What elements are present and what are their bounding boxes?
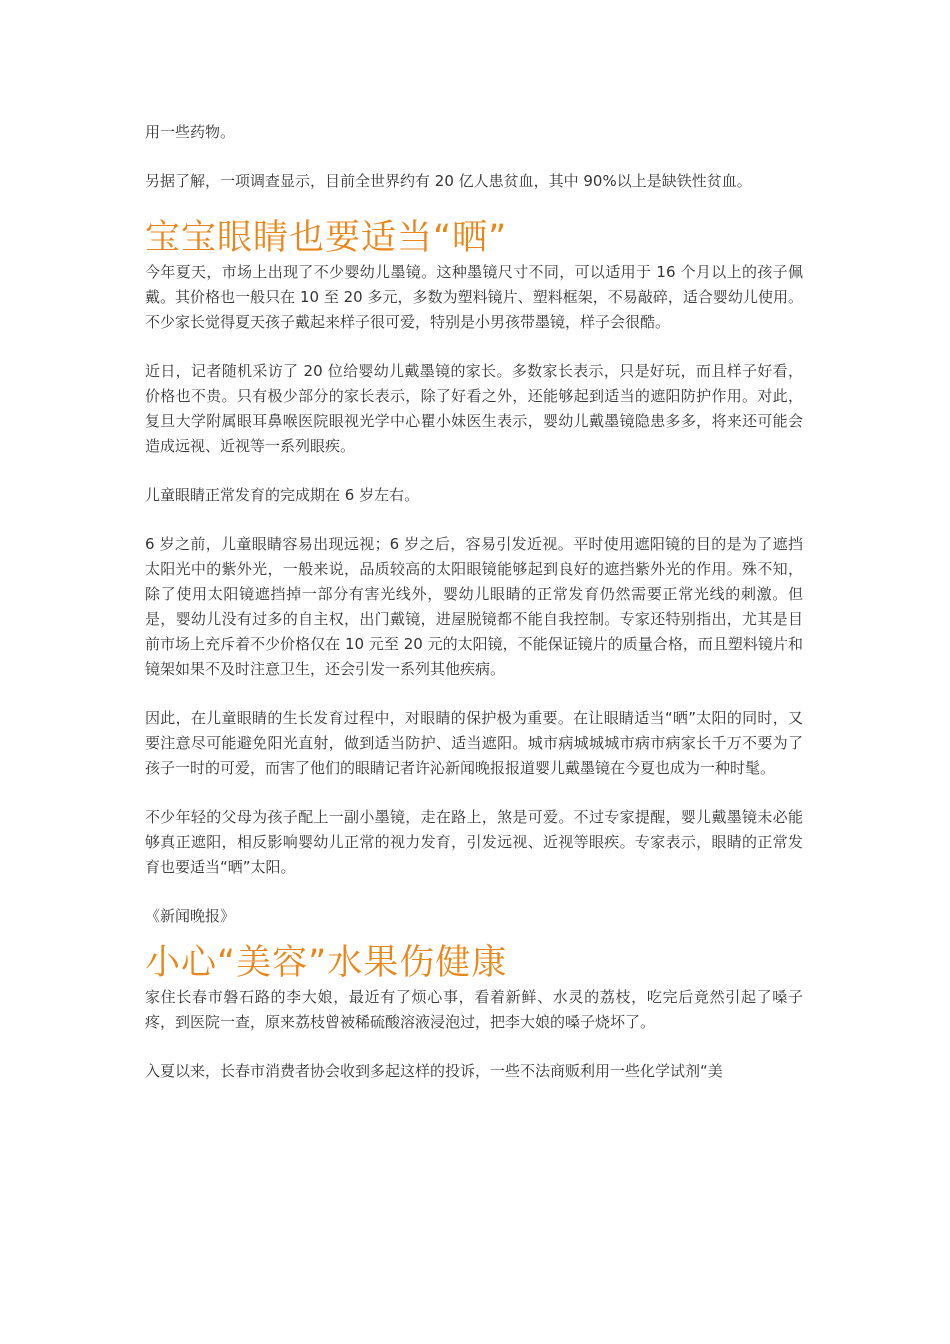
- article-1-paragraph-4: 6 岁之前，儿童眼睛容易出现远视；6 岁之后，容易引发近视。平时使用遮阳镜的目的是为了遮挡太阳光中的紫外光，一般来说，品质较高的太阳眼镜能够起到良好的遮挡紫外光的作用。殊不知，除了使用太阳镜遮挡掉一部分有害光线外，婴幼儿眼睛的正常发育仍然需要正常光线的刺激。但是，婴幼儿没有过多的自主权，出门戴镜，进屋脱镜都不能自我控制。专家还特别指出，尤其是目前市场上充斥着不少价格仅在 10 元至 20 元的太阳镜，不能保证镜片的质量合格，而且塑料镜片和镜架如果不及时注意卫生，还会引发一系列其他疾病。: [145, 535, 803, 678]
- article-2-title: 小心“美容”水果伤健康: [145, 943, 508, 983]
- document-page: [145, 120, 803, 1084]
- article-1-paragraph-2: 近日，记者随机采访了 20 位给婴幼儿戴墨镜的家长。多数家长表示，只是好玩，而且样子好看，价格也不贵。只有极少部分的家长表示，除了好看之外，还能够起到适当的遮阳防护作用。对此，复旦大学附属眼耳鼻喉医院眼视光学中心瞿小妹医生表示，婴幼儿戴墨镜隐患多多，将来还可能会造成远视、近视等一系列眼疾。: [145, 362, 803, 455]
- article-1-title: 宝宝眼睛也要适当“晒”: [145, 218, 508, 258]
- article-2-paragraph-2: 入夏以来，长春市消费者协会收到多起这样的投诉，一些不法商贩利用一些化学试剂“美: [145, 1062, 723, 1080]
- article-1-paragraph-1: 今年夏天，市场上出现了不少婴幼儿墨镜。这种墨镜尺寸不同，可以适用于 16 个月以上的孩子佩戴。其价格也一般只在 10 至 20 多元，多数为塑料镜片、塑料框架，不易敲碎，适合婴幼儿使用。不少家长觉得夏天孩子戴起来样子很可爱，特别是小男孩带墨镜，样子会很酷。: [145, 263, 803, 331]
- intro-paragraph-2: 另据了解，一项调查显示，目前全世界约有 20 亿人患贫血，其中 90%以上是缺铁性贫血。: [145, 172, 752, 190]
- article-1-paragraph-5: 因此，在儿童眼睛的生长发育过程中，对眼睛的保护极为重要。在让眼睛适当“晒”太阳的同时，又要注意尽可能避免阳光直射，做到适当防护、适当遮阳。城市病城城城市病市病家长千万不要为了孩子一时的可爱，而害了他们的眼睛记者许沁新闻晚报报道婴儿戴墨镜在今夏也成为一种时髦。: [145, 709, 803, 777]
- article-2-paragraph-1: 家住长春市磐石路的李大娘，最近有了烦心事，看着新鲜、水灵的荔枝，吃完后竟然引起了嗓子疼，到医院一查，原来荔枝曾被稀硫酸溶液浸泡过，把李大娘的嗓子烧坏了。: [145, 988, 803, 1031]
- intro-paragraph-1: 用一些药物。: [145, 123, 236, 141]
- article-1-paragraph-6: 不少年轻的父母为孩子配上一副小墨镜，走在路上，煞是可爱。不过专家提醒，婴儿戴墨镜未必能够真正遮阳，相反影响婴幼儿正常的视力发育，引发远视、近视等眼疾。专家表示，眼睛的正常发育也要适当“晒”太阳。: [145, 808, 803, 876]
- article-1-source: 《新闻晚报》: [145, 907, 236, 925]
- article-1-paragraph-3: 儿童眼睛正常发育的完成期在 6 岁左右。: [145, 486, 420, 504]
